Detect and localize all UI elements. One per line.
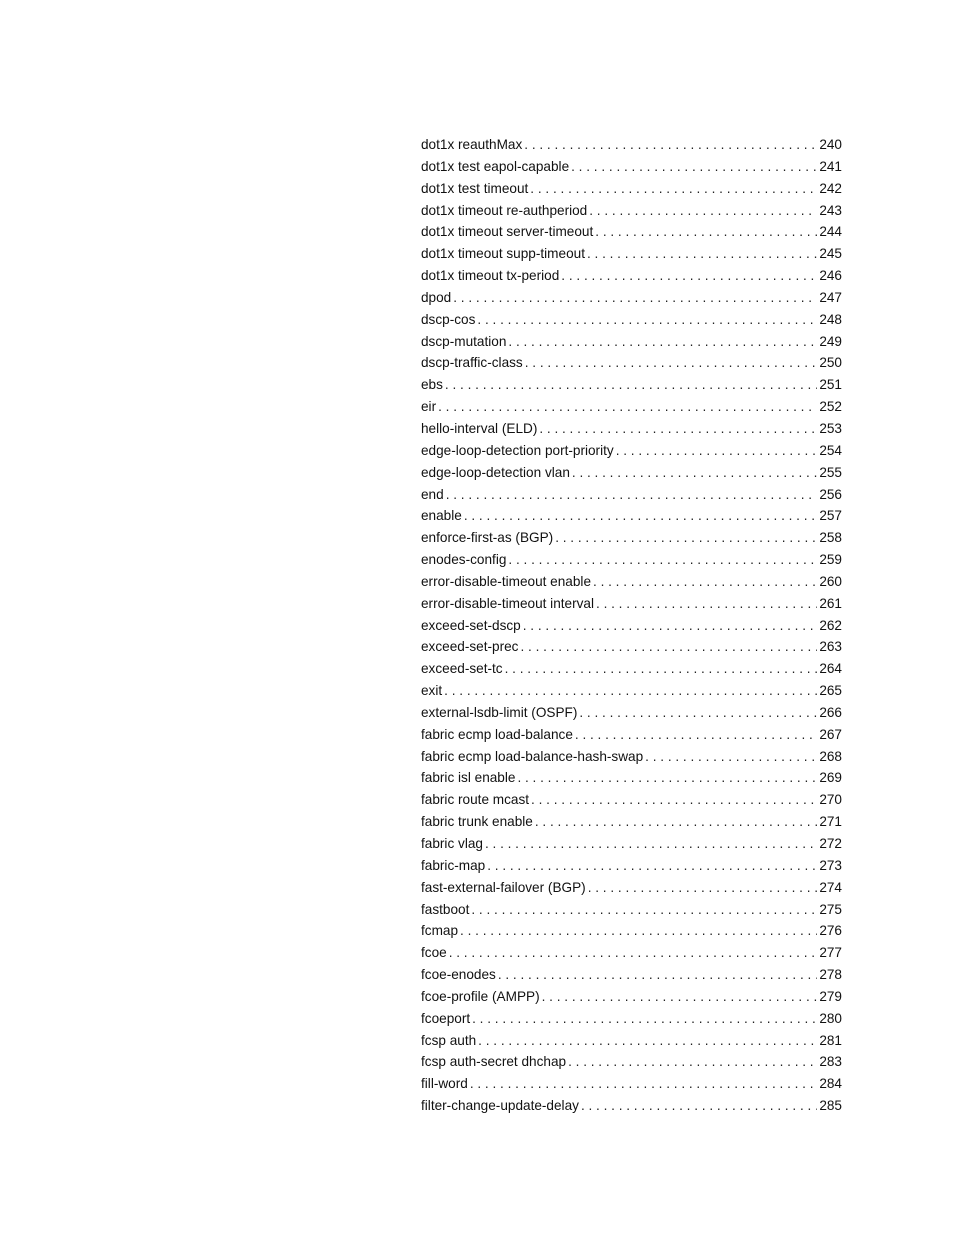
toc-entry[interactable] — [421, 811, 842, 833]
toc-dot-leader — [595, 221, 817, 243]
toc-dot-leader — [575, 724, 817, 746]
toc-dot-leader — [485, 833, 817, 855]
toc-dot-leader — [498, 964, 817, 986]
toc-entry-title: external-lsdb-limit (OSPF) — [421, 704, 578, 720]
toc-entry[interactable] — [421, 549, 842, 571]
toc-entry[interactable] — [421, 571, 842, 593]
toc-entry-page-number: 285 — [819, 1098, 842, 1114]
toc-entry[interactable] — [421, 1095, 842, 1117]
toc-entry-title: edge-loop-detection vlan — [421, 464, 570, 480]
toc-entry-page-number: 281 — [819, 1032, 842, 1048]
toc-entry-title: exceed-set-dscp — [421, 617, 521, 633]
toc-dot-leader — [568, 1051, 817, 1073]
toc-entry-page-number: 243 — [819, 202, 842, 218]
toc-dot-leader — [508, 549, 817, 571]
toc-entry[interactable] — [421, 1008, 842, 1030]
toc-dot-leader — [460, 920, 817, 942]
toc-dot-leader — [588, 877, 818, 899]
toc-entry-page-number: 259 — [819, 552, 842, 568]
toc-entry-title: eir — [421, 399, 437, 415]
toc-entry-page-number: 257 — [819, 508, 842, 524]
toc-entry-title: fill-word — [421, 1076, 468, 1092]
toc-dot-leader — [531, 789, 817, 811]
toc-entry-page-number: 246 — [819, 268, 842, 284]
toc-entry-page-number: 284 — [819, 1076, 842, 1092]
toc-entry-title: dot1x timeout tx-period — [421, 268, 560, 284]
toc-entry-page-number: 264 — [819, 661, 842, 677]
toc-dot-leader — [596, 593, 817, 615]
toc-entry[interactable] — [421, 899, 842, 921]
toc-entry-page-number: 245 — [819, 246, 842, 262]
toc-entry-title: dscp-traffic-class — [421, 355, 523, 371]
toc-entry[interactable] — [421, 767, 842, 789]
toc-entry[interactable] — [421, 396, 842, 418]
toc-entry-page-number: 256 — [819, 486, 842, 502]
toc-entry[interactable] — [421, 265, 842, 287]
toc-entry-title: fcoe — [421, 945, 447, 961]
toc-entry-title: dscp-mutation — [421, 333, 507, 349]
toc-dot-leader — [645, 746, 817, 768]
toc-entry-page-number: 275 — [819, 901, 842, 917]
toc-entry[interactable] — [421, 986, 842, 1008]
toc-entry-page-number: 274 — [819, 879, 842, 895]
toc-entry[interactable] — [421, 789, 842, 811]
toc-dot-leader — [445, 374, 817, 396]
toc-entry[interactable] — [421, 484, 842, 506]
toc-entry-title: enable — [421, 508, 462, 524]
toc-dot-leader — [572, 462, 817, 484]
toc-entry-page-number: 278 — [819, 967, 842, 983]
toc-entry[interactable] — [421, 374, 842, 396]
toc-entry-title: fabric vlag — [421, 836, 483, 851]
toc-entry-page-number: 270 — [819, 792, 842, 808]
toc-entry[interactable] — [421, 352, 842, 374]
toc-entry-page-number: 276 — [819, 923, 842, 939]
toc-entry-page-number: 252 — [819, 399, 842, 415]
toc-entry-title: dot1x test timeout — [421, 180, 529, 196]
toc-entry[interactable] — [421, 724, 842, 746]
toc-entry-page-number: 268 — [819, 748, 842, 764]
toc-dot-leader — [593, 571, 817, 593]
toc-entry-title: dot1x reauthMax — [421, 137, 523, 152]
toc-dot-leader — [444, 680, 817, 702]
toc-entry-page-number: 251 — [819, 377, 842, 393]
toc-entry-title: fabric ecmp load-balance — [421, 726, 573, 742]
toc-entry[interactable] — [421, 287, 842, 309]
toc-entry-title: fcsp auth — [421, 1032, 477, 1048]
toc-entry[interactable] — [421, 593, 842, 615]
toc-entry-page-number: 273 — [819, 857, 842, 873]
toc-entry-title: filter-change-update-delay — [421, 1098, 579, 1114]
toc-entry[interactable] — [421, 920, 842, 942]
toc-entry-page-number: 247 — [819, 289, 842, 305]
toc-entry[interactable] — [421, 221, 842, 243]
toc-entry-page-number: 266 — [819, 704, 842, 720]
toc-entry-page-number: 250 — [819, 355, 842, 371]
toc-dot-leader — [505, 658, 818, 680]
toc-entry-page-number: 269 — [819, 770, 842, 786]
toc-entry-title: dot1x timeout supp-timeout — [421, 246, 585, 262]
toc-entry[interactable] — [421, 243, 842, 265]
toc-dot-leader — [472, 1008, 817, 1030]
toc-dot-leader — [470, 1073, 817, 1095]
toc-dot-leader — [579, 702, 817, 724]
toc-entry[interactable] — [421, 964, 842, 986]
toc-dot-leader — [487, 855, 817, 877]
toc-entry-title: exceed-set-tc — [421, 661, 503, 677]
toc-entry-title: dot1x test eapol-capable — [421, 158, 570, 174]
toc-entry-title: fabric trunk enable — [421, 814, 533, 830]
toc-entry-page-number: 255 — [819, 464, 842, 480]
toc-entry-page-number: 240 — [819, 137, 842, 152]
toc-entry-page-number: 258 — [819, 530, 842, 546]
toc-dot-leader — [616, 440, 818, 462]
toc-entry-title: error-disable-timeout interval — [421, 595, 595, 611]
toc-dot-leader — [555, 527, 817, 549]
toc-dot-leader — [542, 986, 818, 1008]
toc-entry-page-number: 249 — [819, 333, 842, 349]
toc-entry-page-number: 254 — [819, 442, 842, 458]
toc-entry-title: fastboot — [421, 901, 470, 917]
toc-entry-page-number: 280 — [819, 1010, 842, 1026]
toc-dot-leader — [438, 396, 817, 418]
toc-entry[interactable] — [421, 200, 842, 222]
toc-entry-title: enodes-config — [421, 552, 507, 568]
toc-dot-leader — [581, 1095, 817, 1117]
toc-dot-leader — [524, 134, 817, 156]
toc-entry-title: edge-loop-detection port-priority — [421, 442, 614, 458]
toc-entry[interactable] — [421, 178, 842, 200]
toc-entry-page-number: 260 — [819, 573, 842, 589]
toc-entry-title: fabric route mcast — [421, 792, 530, 808]
toc-entry[interactable] — [421, 156, 842, 178]
toc-entry-page-number: 244 — [819, 224, 842, 240]
toc-entry[interactable] — [421, 942, 842, 964]
toc-entry-title: fcmap — [421, 923, 459, 939]
toc-entry[interactable] — [421, 1073, 842, 1095]
table-of-contents — [421, 134, 842, 1117]
toc-entry-title: fabric isl enable — [421, 770, 516, 786]
toc-entry-page-number: 277 — [819, 945, 842, 961]
toc-entry-title: hello-interval (ELD) — [421, 420, 538, 436]
toc-entry[interactable] — [421, 680, 842, 702]
toc-entry[interactable] — [421, 418, 842, 440]
toc-entry-title: fcoeport — [421, 1010, 471, 1026]
toc-entry[interactable] — [421, 1051, 842, 1073]
toc-entry-title: ebs — [421, 377, 443, 393]
toc-entry-page-number: 283 — [819, 1054, 842, 1070]
toc-entry[interactable] — [421, 746, 842, 768]
toc-entry-title: dot1x timeout re-authperiod — [421, 202, 588, 218]
toc-entry-title: exceed-set-prec — [421, 639, 519, 655]
toc-entry[interactable] — [421, 134, 842, 156]
toc-dot-leader — [589, 200, 817, 222]
toc-entry-page-number: 242 — [819, 180, 842, 196]
toc-dot-leader — [477, 309, 817, 331]
toc-entry[interactable] — [421, 702, 842, 724]
toc-dot-leader — [523, 615, 818, 637]
toc-dot-leader — [520, 636, 817, 658]
toc-entry-page-number: 261 — [819, 595, 842, 611]
toc-dot-leader — [449, 942, 818, 964]
toc-entry-title: fcoe-profile (AMPP) — [421, 988, 540, 1004]
toc-entry-page-number: 263 — [819, 639, 842, 655]
toc-entry-title: dpod — [421, 289, 452, 305]
toc-dot-leader — [561, 265, 817, 287]
toc-dot-leader — [508, 331, 817, 353]
toc-dot-leader — [464, 505, 817, 527]
toc-entry[interactable] — [421, 331, 842, 353]
toc-entry-page-number: 265 — [819, 683, 842, 699]
toc-entry-page-number: 253 — [819, 420, 842, 436]
toc-entry-title: fabric-map — [421, 857, 486, 873]
toc-entry[interactable] — [421, 833, 842, 855]
toc-dot-leader — [478, 1030, 817, 1052]
toc-entry-page-number: 248 — [819, 311, 842, 327]
toc-entry-page-number: 241 — [819, 158, 842, 174]
toc-entry[interactable] — [421, 1030, 842, 1052]
toc-entry-title: error-disable-timeout enable — [421, 573, 592, 589]
toc-entry-page-number: 279 — [819, 988, 842, 1004]
toc-entry-title: dot1x timeout server-timeout — [421, 224, 594, 240]
toc-dot-leader — [535, 811, 817, 833]
toc-entry-title: fabric ecmp load-balance-hash-swap — [421, 748, 644, 764]
toc-entry[interactable] — [421, 658, 842, 680]
toc-entry[interactable] — [421, 462, 842, 484]
toc-dot-leader — [525, 352, 818, 374]
toc-entry-page-number: 262 — [819, 617, 842, 633]
toc-entry-title: enforce-first-as (BGP) — [421, 530, 554, 546]
toc-entry[interactable] — [421, 615, 842, 637]
toc-entry-title: dscp-cos — [421, 311, 476, 327]
toc-entry-title: end — [421, 486, 444, 502]
toc-entry-title: fast-external-failover (BGP) — [421, 879, 586, 895]
toc-dot-leader — [539, 418, 817, 440]
toc-entry[interactable] — [421, 440, 842, 462]
toc-entry-page-number: 271 — [819, 814, 842, 830]
toc-entry-title: fcoe-enodes — [421, 967, 496, 983]
toc-entry[interactable] — [421, 877, 842, 899]
toc-entry[interactable] — [421, 309, 842, 331]
toc-entry[interactable] — [421, 636, 842, 658]
toc-dot-leader — [446, 484, 818, 506]
toc-entry-title: exit — [421, 683, 443, 699]
toc-dot-leader — [517, 767, 817, 789]
toc-dot-leader — [471, 899, 817, 921]
toc-entry-title: fcsp auth-secret dhchap — [421, 1054, 567, 1070]
toc-dot-leader — [530, 178, 817, 200]
toc-entry[interactable] — [421, 855, 842, 877]
toc-entry-page-number: 267 — [819, 726, 842, 742]
toc-entry[interactable] — [421, 505, 842, 527]
toc-dot-leader — [453, 287, 817, 309]
toc-dot-leader — [587, 243, 817, 265]
toc-dot-leader — [571, 156, 817, 178]
toc-entry-page-number: 272 — [819, 836, 842, 851]
toc-entry[interactable] — [421, 527, 842, 549]
